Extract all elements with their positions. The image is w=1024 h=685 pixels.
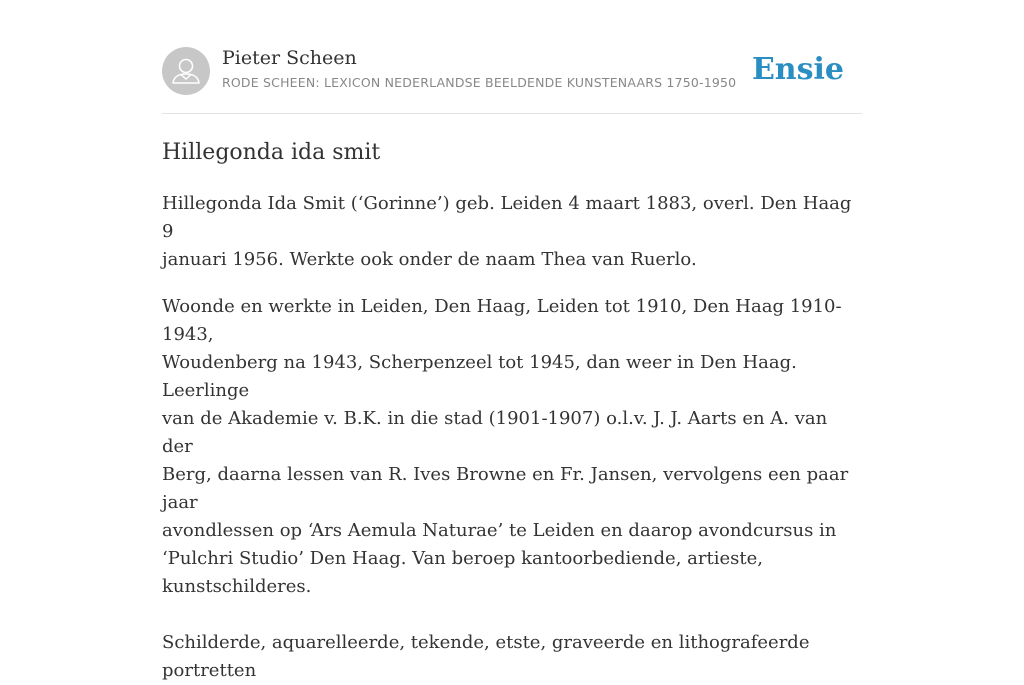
author-name[interactable]: Pieter Scheen [222,47,357,69]
article-paragraph: Schilderde, aquarelleerde, tekende, etste, graveerde en lithografeerde portretten [162,632,810,681]
author-avatar[interactable] [162,47,210,95]
brand-logo[interactable]: Ensie [751,52,844,87]
user-silhouette-icon [162,47,210,95]
article-body [162,190,862,685]
article-page [162,0,862,681]
article-paragraph: Hillegonda Ida Smit (‘Gorinne’) geb. Leiden 4 maart 1883, overl. Den Haag 9 januari 1956. Werkte ook onder de naam Thea van Ruerlo. [162,193,852,270]
page-title: Hillegonda ida smit [162,140,381,165]
article-header [162,46,862,96]
header-divider [162,113,862,114]
author-source[interactable]: RODE SCHEEN: LEXICON NEDERLANDSE BEELDENDE KUNSTENAARS 1750-1950 [222,75,737,90]
article-paragraph: Woonde en werkte in Leiden, Den Haag, Leiden tot 1910, Den Haag 1910-1943, Woudenberg na 1943, Scherpenzeel tot 1945, dan weer in Den Haag. Leerlinge van de Akademie v. B.K. in die stad (1901-1907) o.l.v. J. J. Aarts en A. van der Berg, daarna lessen van R. Ives Browne en Fr. Jansen, vervolgens een paar jaar avondlessen op ‘Ars Aemula Naturae’ te Leiden en daarop avondcursus in ‘Pulchri Studio’ Den Haag. Van beroep kantoorbediende, artieste, kunstschilderes. [162,296,849,597]
